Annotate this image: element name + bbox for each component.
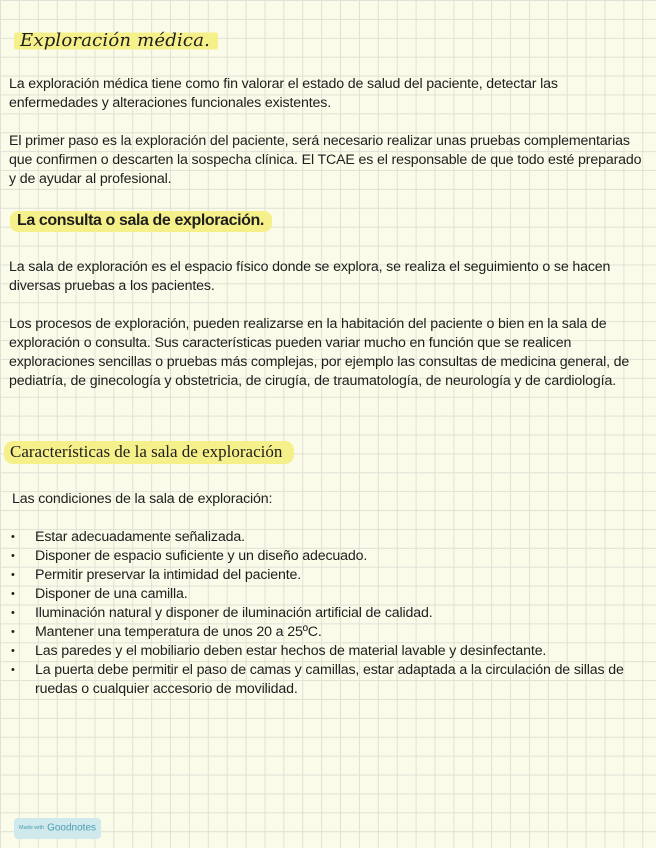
list-item: • Estar adecuadamente señalizada. — [10, 528, 640, 547]
list-item: • Mantener una temperatura de unos 20 a 25ºC. — [10, 623, 640, 642]
goodnotes-badge[interactable] — [14, 818, 101, 839]
goodnotes-brand: Goodnotes — [47, 822, 97, 834]
list-item: • La puerta debe permitir el paso de camas y camillas, estar adaptada a la circulación de sillas de ruedas o cualquier accesorio de movilidad. — [10, 661, 640, 699]
list-item: • Iluminación natural y disponer de iluminación artificial de calidad. — [10, 604, 640, 623]
conditions-list — [10, 528, 640, 699]
intro-paragraph-2: El primer paso es la exploración del paciente, será necesario realizar unas pruebas complementarias que confirmen o descarten la sospecha clínica. El TCAE es el responsable de que todo esté preparado y de ayudar al profesional. — [9, 133, 642, 187]
list-item: • Las paredes y el mobiliario deben estar hechos de material lavable y desinfectante. — [10, 642, 640, 661]
list-item: • Disponer de espacio suficiente y un diseño adecuado. — [10, 547, 640, 566]
conditions-intro: Las condiciones de la sala de exploración: — [12, 491, 273, 507]
consulta-paragraph-2: Los procesos de exploración, pueden realizarse en la habitación del paciente o bien en la sala de exploración o consulta. Sus características pueden variar mucho en función que se realicen exploraciones sencillas o pruebas más complejas, por ejemplo las consultas de medicina general, de pediatría, de ginecología y obstetricia, de cirugía, de traumatología, de neurología y de cardiología. — [9, 316, 630, 389]
consulta-paragraph-1: La sala de exploración es el espacio físico donde se explora, se realiza el seguimiento o se hacen diversas pruebas a los pacientes. — [9, 259, 611, 294]
section-heading-caracteristicas: Características de la sala de exploración — [4, 441, 294, 464]
made-with-label: Made with — [19, 824, 45, 831]
section-heading-consulta: La consulta o sala de exploración. — [10, 211, 272, 232]
intro-paragraph-1: La exploración médica tiene como fin valorar el estado de salud del paciente, detectar las enfermedades y alteraciones funcionales existentes. — [9, 76, 558, 111]
list-item: • Disponer de una camilla. — [10, 585, 640, 604]
list-item: • Permitir preservar la intimidad del paciente. — [10, 566, 640, 585]
page-title: Exploración médica. — [14, 30, 218, 52]
